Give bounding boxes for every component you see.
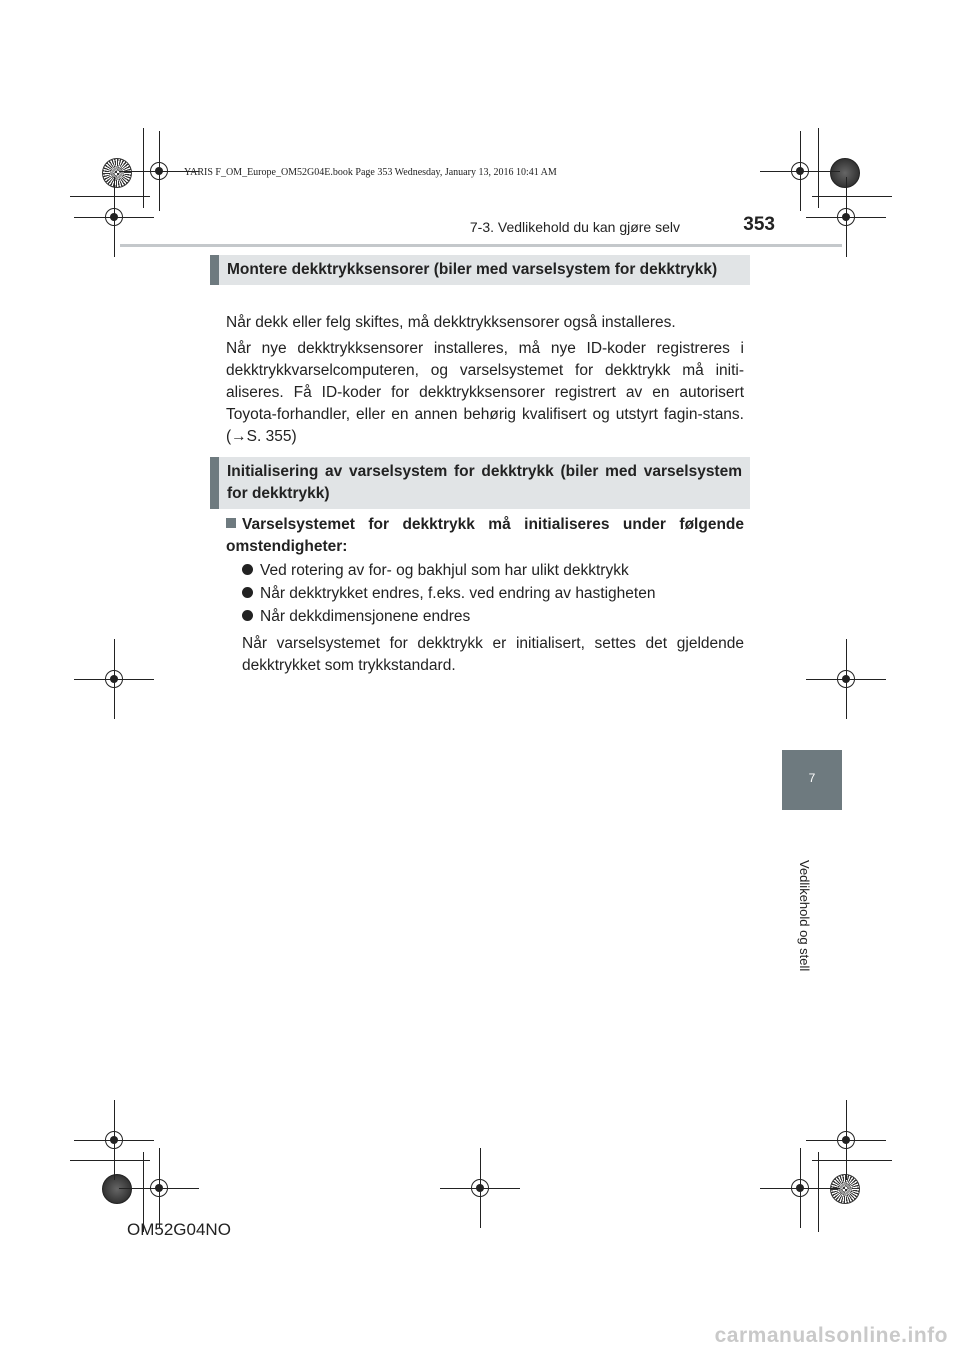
header-rule bbox=[120, 244, 842, 247]
watermark: carmanualsonline.info bbox=[714, 1324, 948, 1347]
subheading-text: Varselsystemet for dekktrykk må initialiseres under følgende omstendigheter: bbox=[226, 516, 744, 555]
list-item-text: Når dekkdimensjonene endres bbox=[260, 608, 471, 625]
section-heading-initialization: Initialisering av varselsystem for dekktrykk (biler med varselsystem for dekktrykk) bbox=[210, 457, 750, 509]
print-density-mark bbox=[830, 158, 860, 188]
list-item-text: Ved rotering av for- og bakhjul som har ulikt dekktrykk bbox=[260, 562, 629, 579]
crop-line bbox=[70, 1160, 150, 1161]
crop-line bbox=[818, 1152, 819, 1232]
page-number: 353 bbox=[743, 214, 775, 235]
bullet-icon bbox=[242, 587, 253, 598]
chapter-tab bbox=[782, 750, 842, 810]
chapter-label: Vedlikehold og stell bbox=[797, 860, 812, 972]
crop-line bbox=[70, 196, 150, 197]
print-density-mark bbox=[102, 1174, 132, 1204]
crop-line bbox=[812, 196, 892, 197]
bullet-icon bbox=[242, 564, 253, 575]
list-item bbox=[242, 606, 742, 628]
square-bullet-icon bbox=[226, 518, 236, 528]
document-code: OM52G04NO bbox=[127, 1220, 231, 1239]
list-item bbox=[242, 583, 742, 605]
paragraph: Når dekk eller felg skiftes, må dekktrykksensorer også installeres. bbox=[226, 314, 676, 331]
print-sunburst-mark bbox=[830, 1174, 860, 1204]
book-info-line: YARIS F_OM_Europe_OM52G04E.book Page 353 Wednesday, January 13, 2016 10:41 AM bbox=[184, 167, 557, 178]
crop-line bbox=[812, 1160, 892, 1161]
section-heading-sensors: Montere dekktrykksensorer (biler med varselsystem for dekktrykk) bbox=[210, 255, 750, 285]
subheading bbox=[226, 514, 744, 558]
running-header-title: 7-3. Vedlikehold du kan gjøre selv bbox=[469, 219, 680, 235]
list-item bbox=[242, 560, 742, 582]
print-sunburst-mark bbox=[102, 158, 132, 188]
chapter-number: 7 bbox=[808, 771, 816, 785]
list-item-text: Når dekktrykket endres, f.eks. ved endring av hastigheten bbox=[260, 585, 656, 602]
bullet-icon bbox=[242, 610, 253, 621]
note-paragraph: Når varselsystemet for dekktrykk er initialisert, settes det gjeldende dekktrykket som trykkstandard. bbox=[242, 635, 744, 674]
paragraph: Når nye dekktrykksensorer installeres, må nye ID-koder registreres i dekktrykkvarselcomputeren, og varselsystemet for dekktrykk må initi-aliseres. Få ID-koder for dekktrykksensorer registrert av en autorisert Toyota-forhandler, eller en annen behørig kvalifisert og utstyrt fagin-stans. (→S. 355) bbox=[226, 340, 744, 445]
